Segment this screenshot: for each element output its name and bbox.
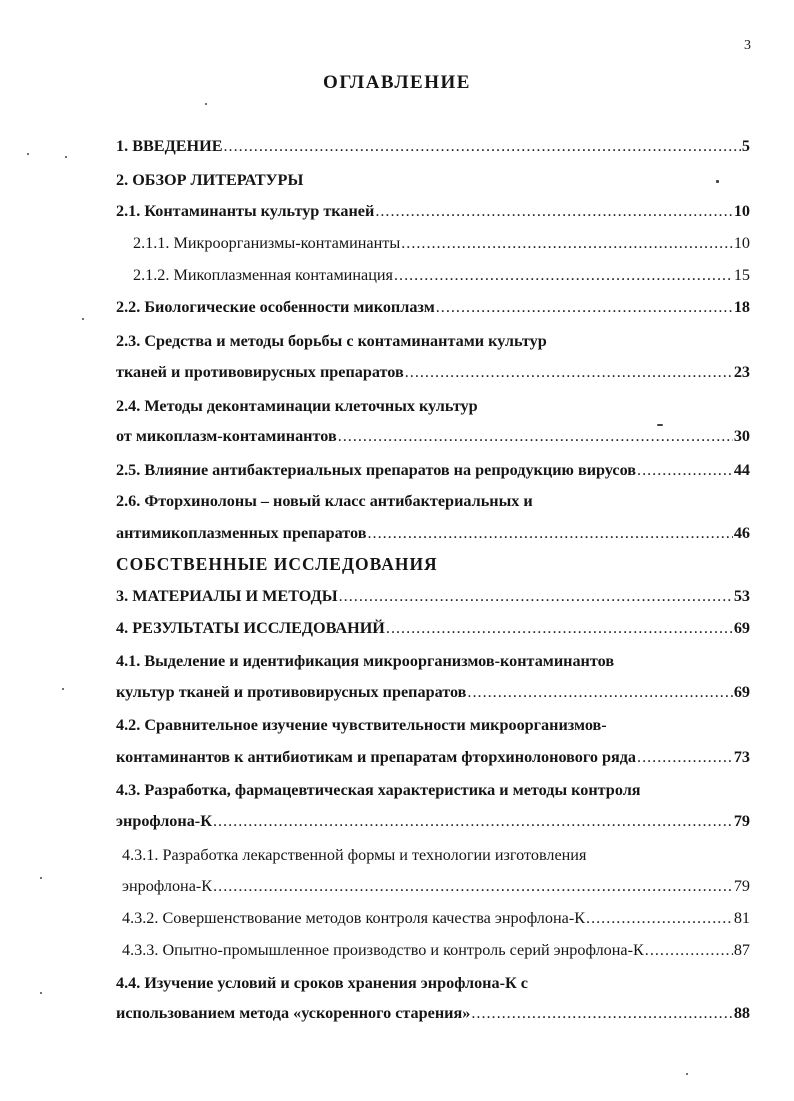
scan-speck — [65, 156, 67, 158]
toc-entry-page: 18 — [733, 298, 750, 316]
toc-entry-page: 46 — [733, 524, 750, 542]
toc-entry — [116, 331, 547, 351]
toc-entry — [133, 233, 750, 253]
toc-entry — [116, 426, 750, 446]
toc-entry-text: 1. ВВЕДЕНИЕ — [116, 137, 223, 155]
dot-leader — [213, 876, 733, 896]
dot-leader — [339, 586, 733, 606]
toc-entry-page: 81 — [733, 909, 750, 927]
scan-speck — [27, 153, 29, 155]
toc-entry — [116, 715, 607, 735]
toc-entry-text: антимикоплазменных препаратов — [116, 524, 367, 542]
toc-entry-text: культур тканей и противовирусных препаратов — [116, 683, 467, 701]
toc-entry-text: 2.3. Средства и методы борьбы с контаминантами культур — [116, 332, 547, 350]
toc-entry-text: 4.3.2. Совершенствование методов контроля качества энрофлона-К — [122, 909, 586, 927]
page-title: ОГЛАВЛЕНИЕ — [323, 72, 471, 93]
toc-entry — [116, 586, 750, 606]
toc-entry-page: 69 — [733, 619, 750, 637]
dot-leader — [405, 362, 733, 382]
toc-entry-text: 4. РЕЗУЛЬТАТЫ ИССЛЕДОВАНИЙ — [116, 619, 385, 637]
toc-entry-text: 4.3. Разработка, фармацевтическая характеристика и методы контроля — [116, 781, 641, 799]
scan-speck — [62, 688, 64, 690]
dot-leader — [637, 747, 733, 767]
toc-entry-text: 2.2. Биологические особенности микоплазм — [116, 298, 435, 316]
toc-entry-page: 10 — [733, 202, 750, 220]
toc-entry-text: СОБСТВЕННЫЕ ИССЛЕДОВАНИЯ — [116, 554, 438, 574]
page-number: 3 — [744, 38, 751, 53]
dot-leader — [471, 1003, 732, 1023]
toc-entry — [116, 201, 750, 221]
toc-entry-text: 2.1. Контаминанты культур тканей — [116, 202, 375, 220]
scan-speck — [657, 424, 663, 426]
toc-entry — [116, 682, 750, 702]
dot-leader — [394, 265, 733, 285]
toc-entry-page: 10 — [733, 234, 750, 252]
scan-speck — [82, 318, 84, 320]
toc-entry — [122, 908, 750, 928]
toc-entry-text: 2.4. Методы деконтаминации клеточных культур — [116, 397, 478, 415]
scan-speck — [205, 103, 207, 105]
toc-entry-text: 2.1.1. Микроорганизмы-контаминанты — [133, 234, 401, 252]
toc-entry — [122, 876, 750, 896]
toc-entry — [116, 297, 750, 317]
dot-leader — [586, 908, 733, 928]
toc-entry-page: 5 — [741, 137, 750, 155]
toc-entry-page: 79 — [733, 877, 750, 895]
dot-leader — [637, 460, 733, 480]
toc-entry-text: тканей и противовирусных препаратов — [116, 363, 404, 381]
dot-leader — [436, 297, 733, 317]
toc-entry-text: использованием метода «ускоренного старения» — [116, 1004, 471, 1022]
toc-entry-text: 4.1. Выделение и идентификация микроорганизмов-контаминантов — [116, 652, 615, 670]
toc-entry — [116, 523, 750, 543]
toc-entry-page: 30 — [733, 427, 750, 445]
toc-entry-text: 4.3.1. Разработка лекарственной формы и технологии изготовления — [122, 846, 587, 864]
toc-entry-text: контаминантов к антибиотикам и препаратам фторхинолонового ряда — [116, 748, 637, 766]
toc-entry-text: энрофлона-К — [116, 812, 212, 830]
toc-entry-text: 3. МАТЕРИАЛЫ И МЕТОДЫ — [116, 587, 338, 605]
toc-entry-page: 79 — [733, 812, 750, 830]
toc-entry — [133, 265, 750, 285]
toc-entry — [116, 651, 614, 671]
toc-entry — [122, 940, 750, 960]
toc-entry-text: от микоплазм-контаминантов — [116, 427, 337, 445]
scan-speck — [716, 180, 719, 183]
toc-entry-text: 4.3.3. Опытно-промышленное производство и контроль серий энрофлона-К — [122, 941, 644, 959]
toc-entry — [116, 973, 528, 993]
toc-entry — [116, 491, 533, 511]
toc-entry-page: 73 — [733, 748, 750, 766]
dot-leader — [375, 201, 732, 221]
scan-speck — [40, 877, 42, 879]
toc-entry-text: 2.1.2. Микоплазменная контаминация — [133, 266, 393, 284]
dot-leader — [645, 940, 733, 960]
toc-entry — [116, 396, 478, 416]
toc-entry-text: 2. ОБЗОР ЛИТЕРАТУРЫ — [116, 171, 304, 189]
dot-leader — [338, 426, 733, 446]
toc-entry — [116, 136, 750, 156]
toc-entry-text: 2.5. Влияние антибактериальных препаратов на репродукцию вирусов — [116, 461, 637, 479]
dot-leader — [386, 618, 733, 638]
toc-entry-text: 2.6. Фторхинолоны – новый класс антибактериальных и — [116, 492, 533, 510]
toc-entry-page: 87 — [733, 941, 750, 959]
toc-entry — [122, 845, 586, 865]
toc-entry — [116, 554, 438, 574]
dot-leader — [213, 811, 733, 831]
toc-entry-page: 88 — [733, 1004, 750, 1022]
dot-leader — [224, 136, 741, 156]
toc-entry — [116, 170, 303, 190]
toc-entry-page: 53 — [733, 587, 750, 605]
toc-entry-page: 69 — [733, 683, 750, 701]
toc-entry-text: 4.2. Сравнительное изучение чувствительности микроорганизмов- — [116, 716, 607, 734]
toc-entry — [116, 460, 750, 480]
toc-entry — [116, 1003, 750, 1023]
toc-entry — [116, 811, 750, 831]
toc-entry-text: энрофлона-К — [122, 877, 213, 895]
toc-entry-page: 15 — [733, 266, 750, 284]
toc-entry — [116, 747, 750, 767]
dot-leader — [367, 523, 732, 543]
toc-entry — [116, 618, 750, 638]
toc-entry-page: 23 — [733, 363, 750, 381]
scan-speck — [40, 992, 42, 994]
toc-entry — [116, 780, 641, 800]
toc-entry — [116, 362, 750, 382]
dot-leader — [467, 682, 732, 702]
toc-entry-page: 44 — [733, 461, 750, 479]
toc-entry-text: 4.4. Изучение условий и сроков хранения энрофлона-К с — [116, 974, 528, 992]
dot-leader — [401, 233, 733, 253]
scan-speck — [686, 1073, 688, 1075]
